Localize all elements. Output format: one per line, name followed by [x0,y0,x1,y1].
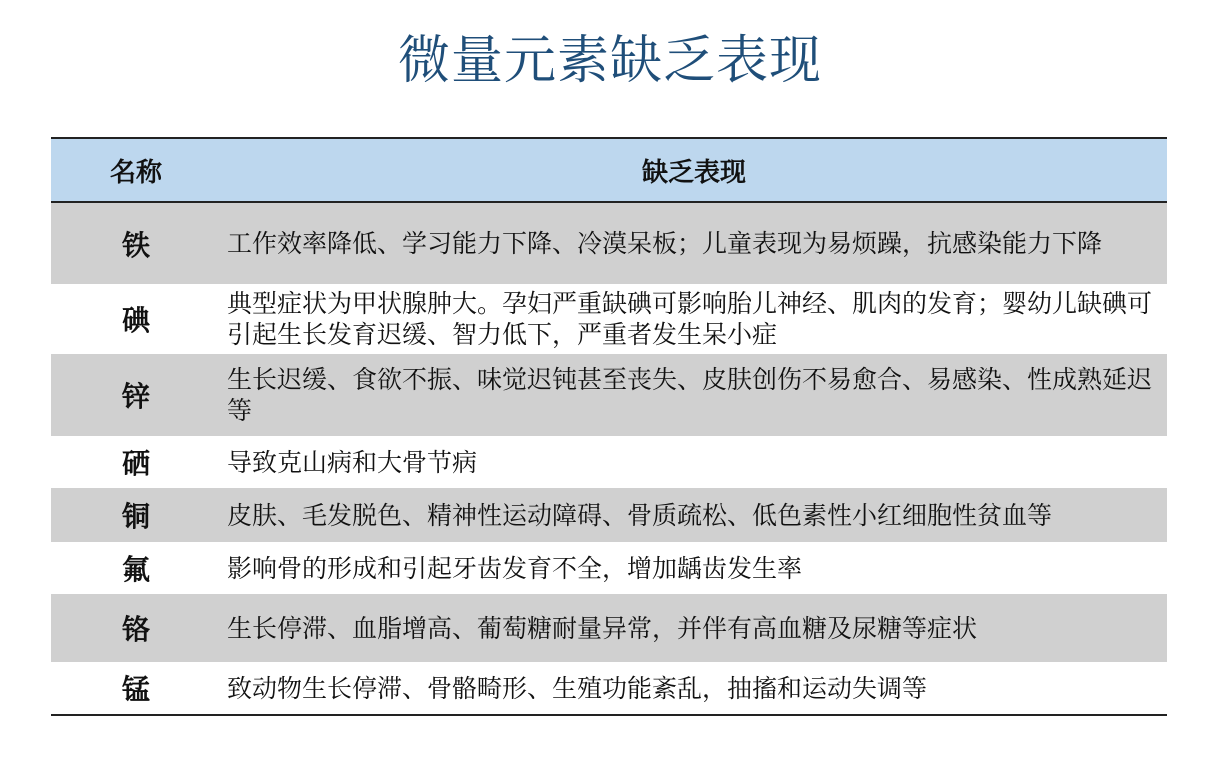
header-symptoms: 缺乏表现 [221,139,1167,202]
element-name: 硒 [51,436,221,488]
element-symptoms: 典型症状为甲状腺肿大。孕妇严重缺碘可影响胎儿神经、肌肉的发育；婴幼儿缺碘可引起生长发育迟缓、智力低下，严重者发生呆小症 [221,284,1167,354]
table-row [51,662,1167,714]
table-row [51,436,1167,488]
element-symptoms: 影响骨的形成和引起牙齿发育不全，增加龋齿发生率 [221,542,1167,594]
element-name: 锰 [51,662,221,714]
deficiency-table [51,137,1167,716]
element-name: 氟 [51,542,221,594]
element-symptoms: 生长迟缓、食欲不振、味觉迟钝甚至丧失、皮肤创伤不易愈合、易感染、性成熟延迟等 [221,354,1167,436]
element-name: 碘 [51,284,221,354]
table-row [51,594,1167,662]
element-name: 锌 [51,354,221,436]
element-name: 铜 [51,488,221,542]
page-title: 微量元素缺乏表现 [397,31,822,91]
table-row [51,354,1167,436]
element-symptoms: 生长停滞、血脂增高、葡萄糖耐量异常，并伴有高血糖及尿糖等症状 [221,594,1167,662]
element-symptoms: 致动物生长停滞、骨骼畸形、生殖功能紊乱，抽搐和运动失调等 [221,662,1167,714]
table-row [51,488,1167,542]
element-name: 铁 [51,202,221,284]
table-header-row [51,139,1167,202]
table-row [51,284,1167,354]
element-symptoms: 工作效率降低、学习能力下降、冷漠呆板；儿童表现为易烦躁，抗感染能力下降 [221,202,1167,284]
element-name: 铬 [51,594,221,662]
table-row [51,542,1167,594]
element-symptoms: 导致克山病和大骨节病 [221,436,1167,488]
header-name: 名称 [51,139,221,202]
table-row [51,202,1167,284]
element-symptoms: 皮肤、毛发脱色、精神性运动障碍、骨质疏松、低色素性小红细胞性贫血等 [221,488,1167,542]
